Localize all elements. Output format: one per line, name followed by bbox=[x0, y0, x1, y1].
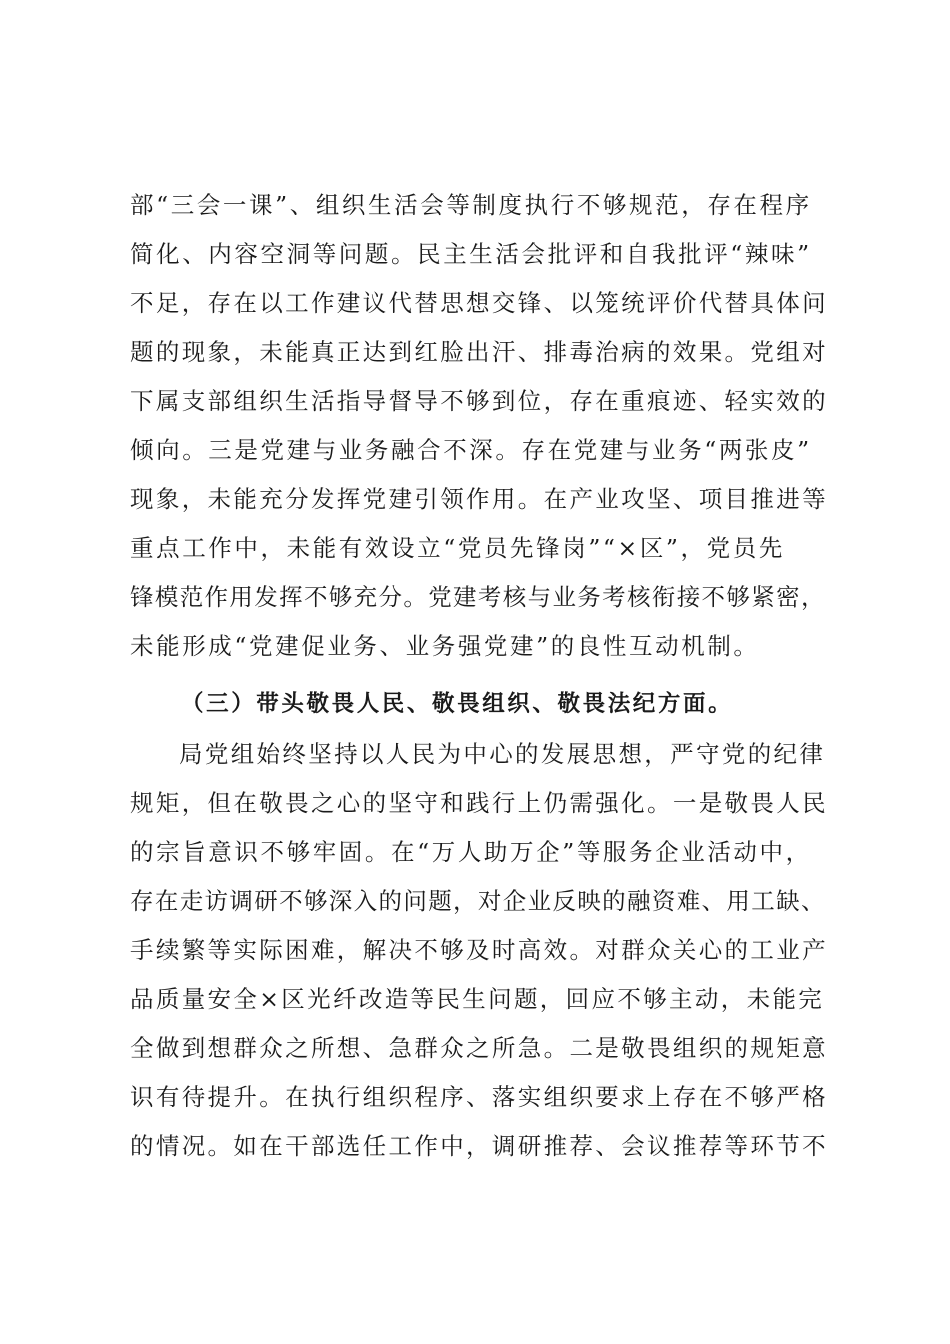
text-line: 部“三会一课”、组织生活会等制度执行不够规范，存在程序 bbox=[130, 191, 812, 219]
paragraph-first-line: 局党组始终坚持以人民为中心的发展思想，严守党的纪律 bbox=[179, 740, 826, 768]
text-line: 识有待提升。在执行组织程序、落实组织要求上存在不够严格 bbox=[130, 1083, 828, 1111]
text-line: 存在走访调研不够深入的问题，对企业反映的融资难、用工缺、 bbox=[130, 887, 826, 915]
text-line: 不足，存在以工作建议代替思想交锋、以笼统评价代替具体问 bbox=[130, 289, 828, 317]
text-line: 规矩，但在敬畏之心的坚守和践行上仍需强化。一是敬畏人民 bbox=[130, 789, 828, 817]
text-line: 题的现象，未能真正达到红脸出汗、排毒治病的效果。党组对 bbox=[130, 338, 828, 366]
text-line: 重点工作中，未能有效设立“党员先锋岗”“×区”，党员先 bbox=[130, 534, 785, 562]
text-line: 锋模范作用发挥不够充分。党建考核与业务考核衔接不够紧密， bbox=[130, 583, 826, 611]
text-line: 简化、内容空洞等问题。民主生活会批评和自我批评“辣味” bbox=[130, 240, 812, 268]
text-line: 下属支部组织生活指导督导不够到位，存在重痕迹、轻实效的 bbox=[130, 387, 828, 415]
text-line: 现象，未能充分发挥党建引领作用。在产业攻坚、项目推进等 bbox=[130, 485, 828, 513]
text-line: 手续繁等实际困难，解决不够及时高效。对群众关心的工业产 bbox=[130, 936, 828, 964]
text-line: 品质量安全×区光纤改造等民生问题，回应不够主动，未能完 bbox=[130, 985, 825, 1013]
text-line: 未能形成“党建促业务、业务强党建”的良性互动机制。 bbox=[130, 632, 760, 660]
text-line: 的情况。如在干部选任工作中，调研推荐、会议推荐等环节不 bbox=[130, 1132, 828, 1160]
text-line: 的宗旨意识不够牢固。在“万人助万企”等服务企业活动中， bbox=[130, 838, 812, 866]
text-line: 全做到想群众之所想、急群众之所急。二是敬畏组织的规矩意 bbox=[130, 1034, 828, 1062]
text-line: 倾向。三是党建与业务融合不深。存在党建与业务“两张皮” bbox=[130, 436, 812, 464]
section-heading: （三）带头敬畏人民、敬畏组织、敬畏法纪方面。 bbox=[181, 691, 734, 717]
